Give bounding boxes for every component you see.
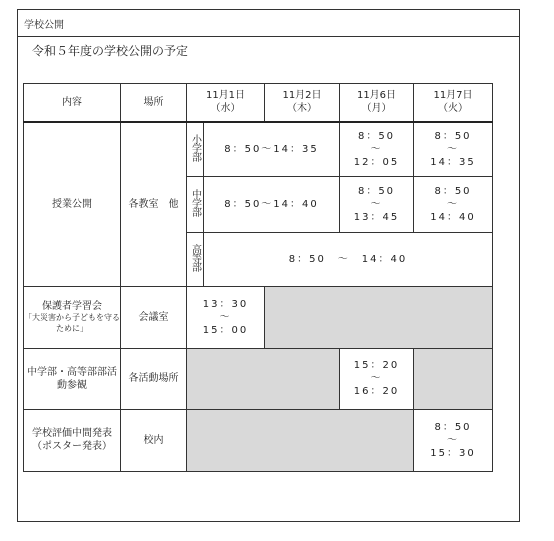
section-label: 学校公開 [24, 20, 64, 31]
school-eval-place: 校内 [121, 409, 187, 471]
division-elementary [187, 122, 204, 177]
weekday-label: （月） [361, 103, 392, 115]
time-end: 15：30 [430, 447, 476, 459]
event-title: 保護者学習会 [42, 301, 102, 313]
time-end: 16：20 [353, 386, 400, 398]
guardian-study-title [24, 286, 121, 348]
eval-nov7 [414, 409, 493, 471]
time-sep: ～ [447, 199, 459, 211]
club-nov6 [340, 348, 414, 409]
guardian-no-event [265, 286, 493, 348]
junior-nov1-2: 8：50～14：40 [204, 177, 340, 233]
time-end: 14：40 [430, 212, 476, 224]
eval-no-event [187, 409, 414, 471]
time-start: 8：50 [357, 130, 396, 142]
header-place: 場所 [121, 84, 187, 122]
event-title: 学校評価中間発表 [32, 428, 112, 440]
club-visit-place: 各活動場所 [121, 348, 187, 409]
time-start: 8：50 [434, 130, 472, 142]
time-start: 13：30 [202, 298, 249, 310]
school-eval-title [24, 409, 121, 471]
guardian-study-place: 会議室 [121, 286, 187, 348]
event-subtitle: 「大災害から子どもを守るために」 [24, 313, 120, 333]
weekday-label: （木） [287, 103, 317, 115]
date-label: 11月1日 [205, 90, 246, 102]
division-label: 中学部 [189, 189, 201, 217]
time-end: 12：05 [353, 156, 400, 168]
header-nov6 [340, 84, 414, 122]
division-label: 小学部 [189, 133, 201, 161]
club-visit-row [24, 348, 493, 409]
header-nov1 [187, 84, 265, 122]
header-content: 内容 [24, 84, 121, 122]
time-sep: ～ [447, 434, 459, 446]
header-nov7 [414, 84, 493, 122]
time-sep: ～ [370, 373, 383, 385]
high-all-days: 8：50 ～ 14：40 [204, 232, 493, 286]
header-nov2 [265, 84, 340, 122]
time-start: 15：20 [353, 360, 400, 372]
club-no-event [187, 348, 340, 409]
time-start: 8：50 [357, 186, 396, 198]
elementary-nov7 [414, 122, 493, 177]
time-start: 8：50 [434, 186, 472, 198]
document-title: 令和５年度の学校公開の予定 [32, 44, 189, 58]
date-label: 11月7日 [433, 90, 473, 102]
club-nov7-no-event [414, 348, 493, 409]
time-sep: ～ [219, 311, 232, 323]
open-class-elementary-row [24, 122, 493, 177]
header-row [24, 84, 493, 122]
division-junior [187, 177, 204, 233]
school-eval-row [24, 409, 493, 471]
time-end: 15：00 [202, 324, 249, 336]
open-class-place: 各教室 他 [121, 122, 187, 286]
time-sep: ～ [370, 143, 383, 155]
guardian-study-row [24, 286, 493, 348]
time-end: 14：35 [430, 156, 476, 168]
event-subtitle: （ポスター発表） [32, 441, 112, 453]
date-label: 11月6日 [356, 90, 397, 102]
open-class-title: 授業公開 [24, 122, 121, 286]
time-sep: ～ [370, 199, 383, 211]
junior-nov6 [340, 177, 414, 233]
date-label: 11月2日 [282, 90, 322, 102]
section-divider [18, 36, 519, 37]
weekday-label: （水） [210, 103, 241, 115]
time-end: 13：45 [353, 212, 400, 224]
guardian-nov1 [187, 286, 265, 348]
division-high [187, 232, 204, 286]
division-label: 高等部 [189, 243, 201, 271]
club-visit-title: 中学部・高等部部活動参観 [24, 348, 121, 409]
elementary-nov6 [340, 122, 414, 177]
time-start: 8：50 [434, 421, 472, 433]
time-sep: ～ [447, 143, 459, 155]
elementary-nov1-2: 8：50～14：35 [204, 122, 340, 177]
junior-nov7 [414, 177, 493, 233]
schedule-table [23, 83, 493, 472]
weekday-label: （火） [438, 103, 468, 115]
